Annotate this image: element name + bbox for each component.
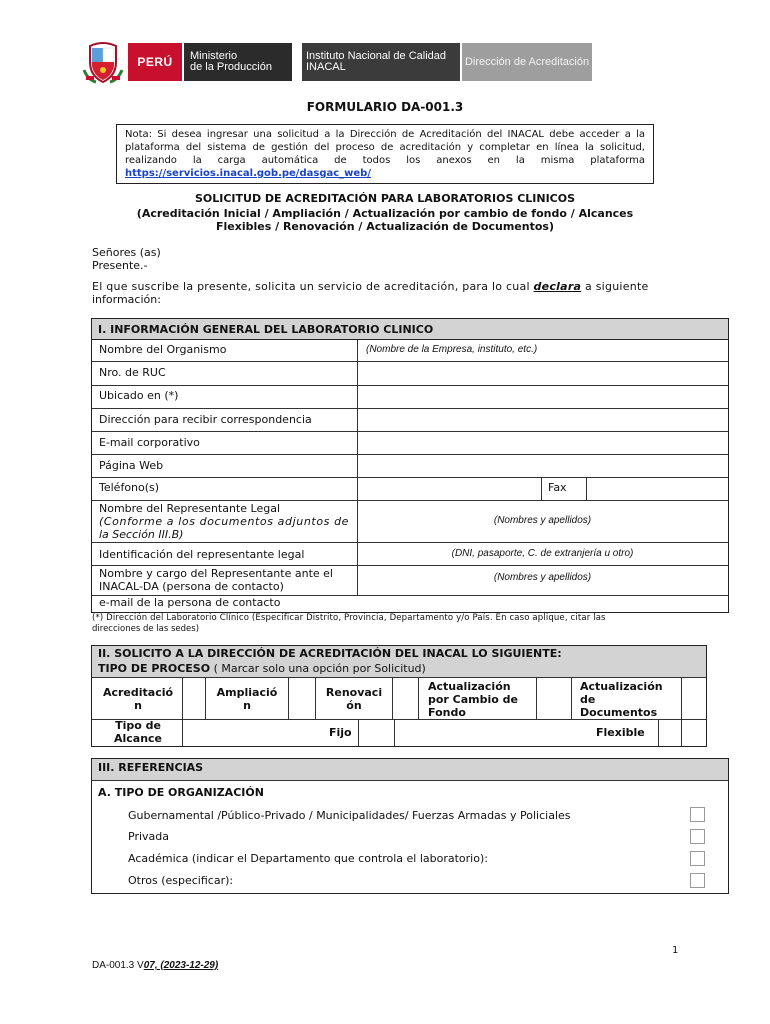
option-background-update-checkbox[interactable] xyxy=(537,678,571,719)
scope-fixed-checkbox[interactable] xyxy=(359,720,394,746)
footnote-line2: direcciones de las sedes) xyxy=(92,624,200,634)
option-extension-line2: n xyxy=(243,699,251,712)
phone-label: Teléfono(s) xyxy=(99,481,160,494)
section3-title: III. REFERENCIAS xyxy=(98,761,204,774)
legal-rep-label-line3: la Sección III.B) xyxy=(99,528,184,541)
option-documents-update-line3: Documentos xyxy=(580,706,658,719)
ministry-line2: de la Producción xyxy=(190,61,272,73)
scope-type-label xyxy=(94,719,182,745)
option-background-update-line3: Fondo xyxy=(428,706,466,719)
option-renewal-label xyxy=(316,686,392,712)
scope-type-line1: Tipo de xyxy=(115,719,161,732)
option-documents-update-line1: Actualización xyxy=(580,680,663,693)
scope-flexible-label: Flexible xyxy=(596,726,645,739)
institute-line1: Instituto Nacional de Calidad xyxy=(306,50,447,62)
header-institute xyxy=(302,43,460,81)
option-renewal-line1: Renovaci xyxy=(325,686,383,699)
website-field[interactable] xyxy=(358,455,727,476)
option-background-update-line1: Actualización xyxy=(428,680,511,693)
intro-emphasis: declara xyxy=(533,280,582,293)
address-label: Dirección para recibir correspondencia xyxy=(99,413,312,426)
process-type-label: TIPO DE PROCESO xyxy=(98,662,211,675)
salutation-line1: Señores (as) xyxy=(92,246,161,259)
option-documents-update-label xyxy=(580,680,663,719)
form-title: FORMULARIO DA-001.3 xyxy=(306,100,464,114)
footnote-line1: (*) Dirección del Laboratorio Clínico (Especificar Distrito, Provincia, Departamento y/o País. En caso aplique, citar las xyxy=(92,613,606,623)
option-renewal-line2: ón xyxy=(346,699,362,712)
intro-text: El que suscribe la presente, solicita un servicio de acreditación, para lo cual xyxy=(92,280,530,293)
request-subtitle-line1: (Acreditación Inicial / Ampliación / Actualización por cambio de fondo / Alcances xyxy=(136,207,634,220)
email-label: E-mail corporativo xyxy=(99,436,200,449)
org-type-academic-checkbox[interactable] xyxy=(690,851,705,866)
ruc-label: Nro. de RUC xyxy=(99,366,166,379)
header-ministry xyxy=(184,43,292,81)
legal-rep-label xyxy=(99,502,349,541)
note-text: Nota: Si desea ingresar una solicitud a la Dirección de Acreditación del INACAL debe acceder a la plataforma del sistema de gestión del proceso de acreditación y completar en línea la solicitud, realizando la carga automática de todos los anexos en la misma plataforma xyxy=(125,129,645,166)
platform-link[interactable]: https://servicios.inacal.gob.pe/dasgac_web/ xyxy=(125,168,371,179)
contact-label-line2: INACAL-DA (persona de contacto) xyxy=(99,580,284,593)
section2-title: II. SOLICITO A LA DIRECCIÓN DE ACREDITACIÓN DEL INACAL LO SIGUIENTE: xyxy=(98,647,562,660)
option-extension-line1: Ampliació xyxy=(216,686,278,699)
request-title: SOLICITUD DE ACREDITACIÓN PARA LABORATORIOS CLINICOS xyxy=(194,192,576,205)
option-accreditation-checkbox[interactable] xyxy=(183,678,205,719)
option-accreditation-line2: n xyxy=(134,699,142,712)
header-direction: Dirección de Acreditación xyxy=(462,43,592,81)
fax-label: Fax xyxy=(548,481,567,494)
intro-line1 xyxy=(92,280,688,293)
intro-text-end: a siguiente xyxy=(584,280,649,293)
section1-header: I. INFORMACIÓN GENERAL DEL LABORATORIO CLINICO xyxy=(91,318,729,340)
footer-version-date: 07, (2023-12-29) xyxy=(143,960,219,971)
option-background-update-line2: por Cambio de xyxy=(428,693,519,706)
org-type-option-other: Otros (especificar): xyxy=(128,874,234,887)
option-documents-update-line2: de xyxy=(580,693,596,706)
option-accreditation-line1: Acreditació xyxy=(102,686,174,699)
org-type-option-private: Privada xyxy=(128,830,169,843)
footer-version xyxy=(92,960,218,971)
org-name-label: Nombre del Organismo xyxy=(99,343,227,356)
email-field[interactable] xyxy=(358,432,727,453)
rep-id-label: Identificación del representante legal xyxy=(99,548,305,561)
note-box xyxy=(116,124,654,184)
process-type xyxy=(98,662,426,675)
institute-line2: INACAL xyxy=(306,61,346,73)
intro-line2: información: xyxy=(92,293,161,306)
footer-code: DA-001.3 V xyxy=(92,960,144,971)
ministry-line1: Ministerio xyxy=(190,50,238,62)
org-type-option-academic: Académica (indicar el Departamento que controla el laboratorio): xyxy=(128,852,488,865)
contact-email-label: e-mail de la persona de contacto xyxy=(99,596,281,609)
legal-rep-field[interactable]: (Nombres y apellidos) xyxy=(493,515,592,526)
legal-rep-label-line2: (Conforme a los documentos adjuntos de xyxy=(99,515,350,528)
org-type-private-checkbox[interactable] xyxy=(690,829,705,844)
org-type-title: A. TIPO DE ORGANIZACIÓN xyxy=(98,786,264,799)
org-type-option-government: Gubernamental /Público-Privado / Municipalidades/ Fuerzas Armadas y Policiales xyxy=(128,809,571,822)
page-number: 1 xyxy=(672,945,679,956)
rep-id-field[interactable]: (DNI, pasaporte, C. de extranjería u otro) xyxy=(451,548,634,559)
contact-label-line1: Nombre y cargo del Representante ante el xyxy=(99,567,333,580)
option-extension-checkbox[interactable] xyxy=(289,678,315,719)
option-extension-label xyxy=(206,686,288,712)
legal-rep-label-line1: Nombre del Representante Legal xyxy=(99,502,281,515)
location-label: Ubicado en (*) xyxy=(99,389,179,402)
contact-label xyxy=(99,567,333,593)
fax-field[interactable] xyxy=(587,478,727,499)
phone-field[interactable] xyxy=(358,478,540,499)
website-label: Página Web xyxy=(99,459,164,472)
scope-flexible-checkbox[interactable] xyxy=(659,720,681,746)
contact-field[interactable]: (Nombres y apellidos) xyxy=(493,572,592,583)
scope-type-line2: Alcance xyxy=(113,732,163,745)
ruc-field[interactable] xyxy=(358,362,727,384)
org-type-government-checkbox[interactable] xyxy=(690,807,705,822)
option-documents-update-checkbox[interactable] xyxy=(682,678,706,719)
scope-fixed-label: Fijo xyxy=(329,726,352,739)
address-field[interactable] xyxy=(358,409,727,430)
option-accreditation-label xyxy=(94,686,182,712)
process-type-hint: ( Marcar solo una opción por Solicitud) xyxy=(213,662,426,675)
salutation-line2: Presente.- xyxy=(92,259,148,272)
org-name-field[interactable]: (Nombre de la Empresa, instituto, etc.) xyxy=(366,344,538,355)
header-country: PERÚ xyxy=(128,43,182,81)
org-type-other-checkbox[interactable] xyxy=(690,873,705,888)
request-subtitle-line2: Flexibles / Renovación / Actualización de Documentos) xyxy=(216,220,554,233)
option-background-update-label xyxy=(428,680,518,719)
location-field[interactable] xyxy=(358,386,727,407)
peru-coat-of-arms-icon xyxy=(82,40,124,84)
option-renewal-checkbox[interactable] xyxy=(393,678,418,719)
